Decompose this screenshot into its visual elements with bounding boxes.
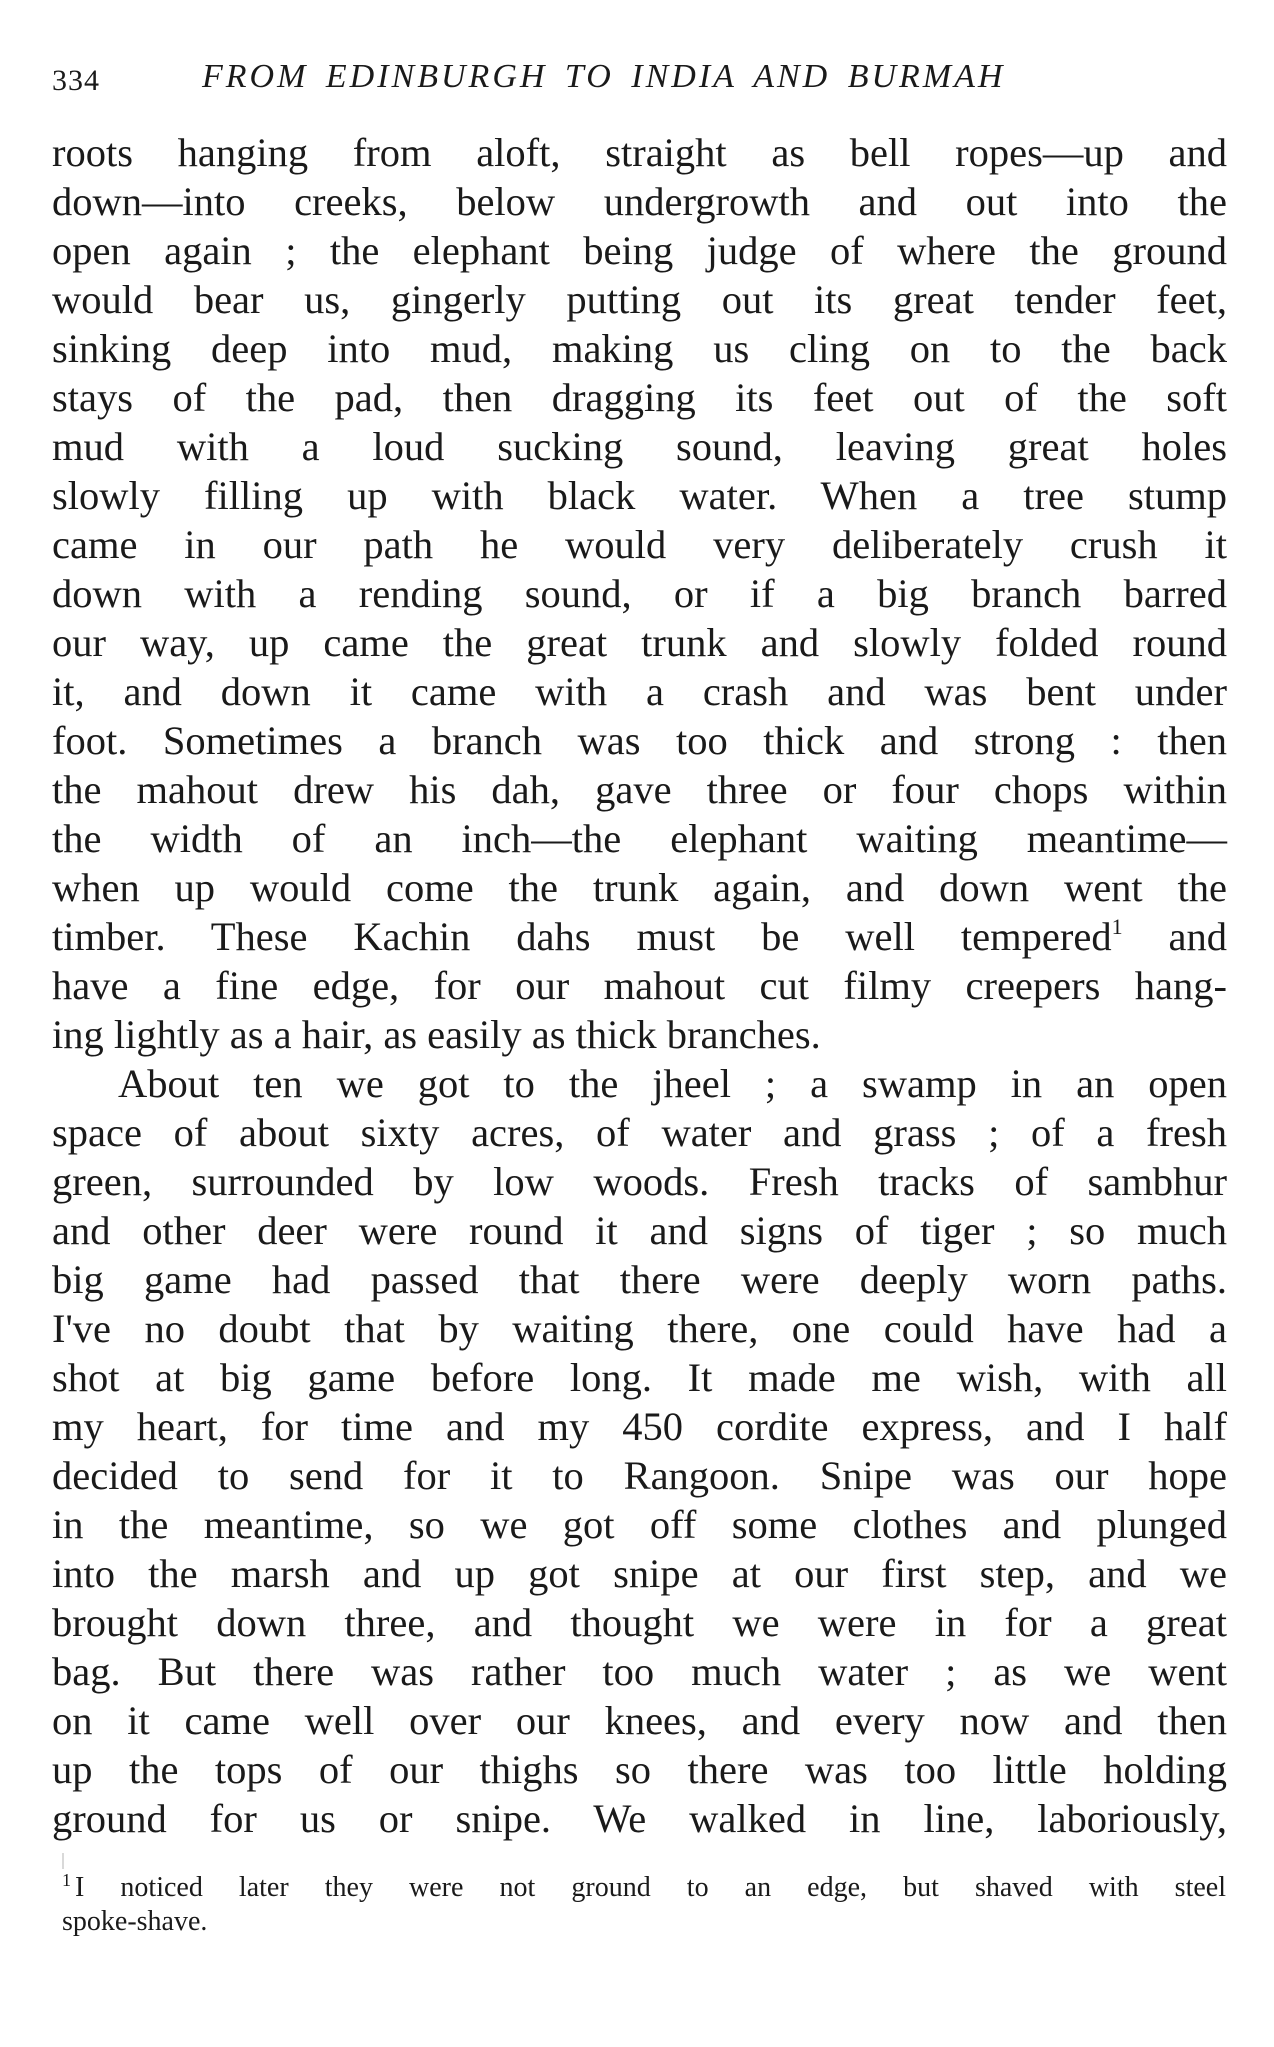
text-line: decided to send for it to Rangoon. Snipe was our hope [52,1453,1227,1498]
text-line: ground for us or snipe. We walked in line, laboriously, [52,1796,1227,1841]
text-segment: and [1122,914,1228,959]
text-segment: timber. These Kachin dahs must be well tempered [52,914,1112,959]
running-title: FROM EDINBURGH TO INDIA AND BURMAH [202,58,1006,95]
text-line: foot. Sometimes a branch was too thick and strong : then [52,718,1227,763]
footnote-reference: 1 [1111,914,1123,939]
footnote-line: spoke-shave. [62,1906,208,1937]
text-line: and other deer were round it and signs of tiger ; so much [52,1208,1227,1253]
text-line: up the tops of our thighs so there was too little holding [52,1747,1227,1792]
text-line: sinking deep into mud, making us cling on to the back [52,326,1227,371]
text-line: I've no doubt that by waiting there, one could have had a [52,1306,1227,1351]
paragraph-1 [52,128,1227,1059]
text-line: mud with a loud sucking sound, leaving great holes [52,424,1227,469]
text-line: green, surrounded by low woods. Fresh tracks of sambhur [52,1159,1227,1204]
page-number: 334 [52,64,100,97]
text-line: came in our path he would very deliberately crush it [52,522,1227,567]
text-line: the mahout drew his dah, gave three or four chops within [52,767,1227,812]
text-line: down with a rending sound, or if a big branch barred [52,571,1227,616]
text-line: our way, up came the great trunk and slowly folded round [52,620,1227,665]
text-line: roots hanging from aloft, straight as bell ropes—up and [52,130,1227,175]
text-line: ing lightly as a hair, as easily as thick branches. [52,1012,821,1057]
footnote-line [62,1871,1226,1905]
running-head [52,58,1227,108]
text-line: my heart, for time and my 450 cordite express, and I half [52,1404,1227,1449]
text-line: have a fine edge, for our mahout cut filmy creepers hang- [52,963,1227,1008]
text-line: About ten we got to the jheel ; a swamp in an open [118,1061,1227,1106]
text-line: space of about sixty acres, of water and grass ; of a fresh [52,1110,1227,1155]
text-line: shot at big game before long. It made me wish, with all [52,1355,1227,1400]
text-line: on it came well over our knees, and every now and then [52,1698,1227,1743]
footnote-mark-rule [62,1853,64,1869]
text-line: open again ; the elephant being judge of where the ground [52,228,1227,273]
footnote [62,1871,1226,1939]
text-line: in the meantime, so we got off some clothes and plunged [52,1502,1227,1547]
text-line: stays of the pad, then dragging its feet out of the soft [52,375,1227,420]
text-line: brought down three, and thought we were in for a great [52,1600,1227,1645]
text-line: would bear us, gingerly putting out its great tender feet, [52,277,1227,322]
text-line: slowly filling up with black water. When a tree stump [52,473,1227,518]
text-line: into the marsh and up got snipe at our first step, and we [52,1551,1227,1596]
text-line: it, and down it came with a crash and was bent under [52,669,1227,714]
body-text [52,128,1227,1843]
text-line: bag. But there was rather too much water ; as we went [52,1649,1227,1694]
paragraph-2 [52,1059,1227,1843]
footnote-marker: 1 [62,1870,71,1890]
footnote-text: I noticed later they were not ground to an edge, but shaved with steel [75,1872,1226,1903]
text-line [52,912,1227,961]
text-line: when up would come the trunk again, and down went the [52,865,1227,910]
text-line: down—into creeks, below undergrowth and out into the [52,179,1227,224]
text-line: the width of an inch—the elephant waiting meantime— [52,816,1227,861]
text-line: big game had passed that there were deeply worn paths. [52,1257,1227,1302]
